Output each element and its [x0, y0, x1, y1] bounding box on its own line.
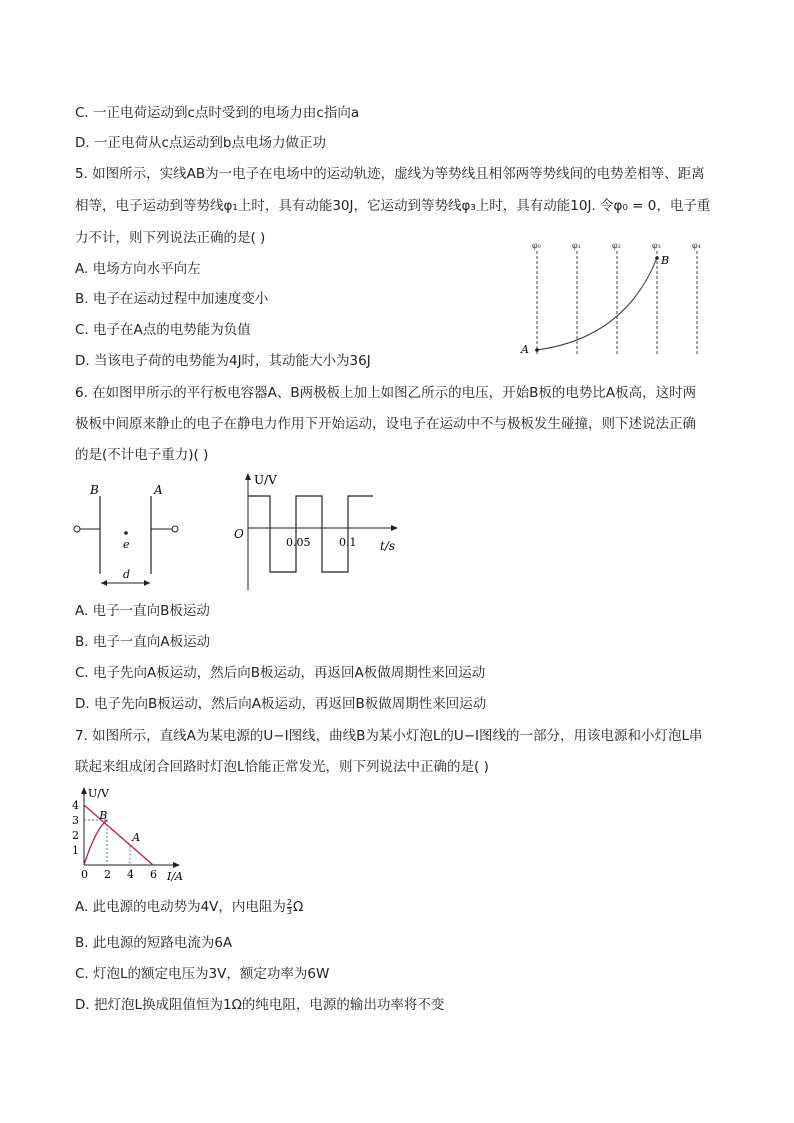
q7-option-a-text: A. 此电源的电动势为4V，内电阻为	[75, 899, 286, 915]
q5-stem-line1: 5. 如图所示，实线AB为一电子在电场中的运动轨迹，虚线为等势线且相邻两等势线间的电势差相等、距离	[75, 166, 705, 182]
voltage-tick-005: 0.05	[286, 536, 311, 549]
plate-b-label: B	[90, 483, 99, 497]
point-b-dot	[655, 256, 659, 260]
electron-dot	[124, 531, 128, 535]
q6-stem-line1: 6. 在如图甲所示的平行板电容器A、B两极板上加上如图乙所示的电压，开始B板的电势比A板高，这时两	[75, 385, 697, 401]
q4-option-c: C. 一正电荷运动到c点时受到的电场力由c指向a	[75, 105, 360, 121]
q6-option-c: C. 电子先向A板运动，然后向B板运动，再返回A板做周期性来回运动	[75, 665, 486, 681]
q7-stem-line1: 7. 如图所示，直线A为某电源的U−I图线，曲线B为某小灯泡L的U−I图线的一部分，用该电源和小灯泡L串	[75, 728, 703, 744]
q7-option-b: B. 此电源的短路电流为6A	[75, 935, 233, 951]
q6-option-b: B. 电子一直向A板运动	[75, 634, 211, 650]
q7-option-d: D. 把灯泡L换成阻值恒为1Ω的纯电阻，电源的输出功率将不变	[75, 997, 445, 1013]
q7-option-c: C. 灯泡L的额定电压为3V，额定功率为6W	[75, 966, 330, 982]
voltage-origin: O	[234, 527, 244, 541]
electron-trajectory	[537, 258, 657, 350]
q7-option-a	[75, 898, 303, 916]
q5-equipotential-figure	[515, 238, 715, 363]
point-b-label: B	[661, 254, 670, 267]
point-a-label: A	[521, 343, 529, 356]
q7-x-tick-4: 4	[127, 868, 134, 881]
voltage-tick-01: 0.1	[339, 536, 357, 549]
plate-a-label: A	[154, 483, 163, 497]
q7-option-a-fraction: $\frac{2}{3}$	[286, 897, 292, 916]
q7-x-tick-6: 6	[150, 868, 157, 881]
q7-y-tick-3: 3	[72, 814, 79, 827]
q7-x-tick-2: 2	[104, 868, 111, 881]
phi4-label: φ₄	[692, 241, 701, 250]
phi1-label: φ₁	[572, 241, 581, 250]
terminal-left	[74, 526, 80, 532]
q7-y-tick-4: 4	[72, 799, 79, 812]
q7-y-label: U/V	[88, 787, 109, 800]
q6-option-a: A. 电子一直向B板运动	[75, 603, 210, 619]
voltage-y-label: U/V	[254, 473, 277, 487]
square-wave	[248, 496, 373, 572]
phi3-label: φ₃	[652, 241, 661, 250]
q5-option-b: B. 电子在运动过程中加速度变小	[75, 291, 269, 307]
q5-option-d: D. 当该电子荷的电势能为4J时，其动能大小为36J	[75, 353, 371, 369]
electron-label: e	[123, 538, 130, 551]
q6-capacitor-figure	[68, 478, 198, 593]
q7-series-a-line	[84, 805, 153, 865]
q7-series-b-curve	[84, 820, 107, 865]
q5-option-a: A. 电场方向水平向左	[75, 261, 201, 277]
q7-series-b-label: B	[99, 809, 108, 822]
phi2-label: φ₂	[612, 241, 621, 250]
q5-stem-line3: 力不计，则下列说法正确的是( )	[75, 230, 266, 246]
voltage-x-label: t/s	[380, 539, 396, 553]
q6-option-d: D. 电子先向B板运动，然后向A板运动，再返回B板做周期性来回运动	[75, 696, 487, 712]
q7-x-tick-0: 0	[81, 868, 88, 881]
phi0-label: φ₀	[532, 241, 541, 250]
q5-option-c: C. 电子在A点的电势能为负值	[75, 322, 251, 338]
q6-voltage-graph	[228, 468, 403, 598]
q7-stem-line2: 联起来组成闭合回路时灯泡L恰能正常发光，则下列说法中正确的是( )	[75, 759, 489, 775]
terminal-right	[172, 526, 178, 532]
q7-option-a-unit: Ω	[293, 899, 304, 915]
point-a-dot	[535, 348, 539, 352]
q7-x-arrow	[173, 862, 180, 868]
q7-x-label: I/A	[167, 870, 183, 883]
q7-y-tick-2: 2	[72, 829, 79, 842]
q5-stem-line2: 相等，电子运动到等势线φ₁上时，具有动能30J，它运动到等势线φ₃上时，具有动能10J. 令φ₀ = 0，电子重	[75, 198, 711, 214]
q7-y-tick-1: 1	[72, 844, 79, 857]
q6-stem-line2: 极板中间原来静止的电子在静电力作用下开始运动，设电子在运动中不与极板发生碰撞，则下述说法正确	[75, 416, 696, 432]
q7-ui-chart	[68, 785, 198, 885]
gap-label: d	[123, 568, 131, 581]
q7-series-a-label: A	[132, 831, 141, 844]
q6-stem-line3: 的是(不计电子重力)( )	[75, 447, 209, 463]
q7-y-arrow	[81, 787, 87, 794]
q4-option-d: D. 一正电荷从c点运动到b点电场力做正功	[75, 135, 326, 151]
